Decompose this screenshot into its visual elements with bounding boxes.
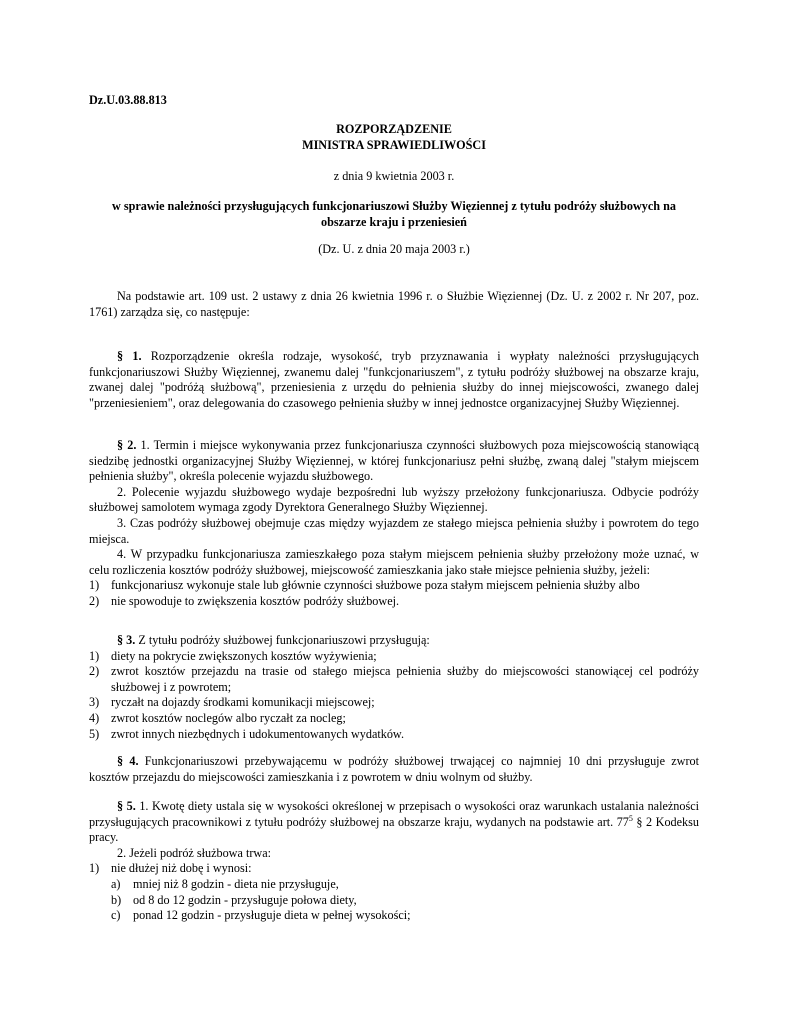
list-item bbox=[89, 727, 699, 743]
list-item-text: nie spowoduje to zwiększenia kosztów podróży służbowej. bbox=[111, 593, 400, 608]
subject-line-2: obszarze kraju i przeniesień bbox=[321, 214, 467, 229]
section-5-para-2: 2. Jeżeli podróż służbowa trwa: bbox=[117, 845, 271, 860]
list-item bbox=[89, 594, 699, 610]
subject-line-1: w sprawie należności przysługujących funkcjonariuszowi Służby Więziennej z tytułu podróży służbowych na bbox=[112, 199, 676, 213]
list-item bbox=[89, 664, 699, 695]
list-item-number: 5) bbox=[89, 726, 100, 741]
subject bbox=[89, 199, 699, 230]
list-item-number: 4) bbox=[89, 710, 100, 725]
sub-list-item-letter: b) bbox=[111, 892, 122, 907]
sub-list-item-text: ponad 12 godzin - przysługuje dieta w pełnej wysokości; bbox=[133, 908, 411, 923]
section-5-mark: § 5. bbox=[117, 799, 136, 813]
section-2-para-4: 4. W przypadku funkcjonariusza zamieszkałego poza stałym miejscem pełnienia służby przełożony może uznać, w celu rozliczenia kosztów podróży służbowej, miejscowość zamieszkania jako stałe miejsce pełnienia służby, jeżeli: bbox=[89, 547, 699, 577]
sub-list-item-letter: a) bbox=[111, 876, 121, 891]
list-item bbox=[89, 578, 699, 594]
title-line-2: MINISTRA SPRAWIEDLIWOŚCI bbox=[302, 138, 486, 152]
list-item bbox=[89, 711, 699, 727]
list-item-number: 1) bbox=[89, 578, 100, 593]
article-superscript: 5 bbox=[628, 813, 633, 823]
list-item bbox=[89, 861, 699, 877]
list-item bbox=[89, 649, 699, 665]
list-item-text: nie dłużej niż dobę i wynosi: bbox=[111, 861, 252, 876]
section-4-text: Funkcjonariuszowi przebywającemu w podróży służbowej trwającej co najmniej 10 dni przysługuje zwrot kosztów przejazdu do miejscowości zamieszkania i z powrotem w dniu wolnym od służby. bbox=[89, 754, 699, 784]
sub-list-item-text: od 8 do 12 godzin - przysługuje połowa diety, bbox=[133, 892, 357, 907]
section-5-para-1: 1. Kwotę diety ustala się w wysokości określonej w przepisach o wysokości oraz warunkach ustalania należności przysługujących pracownikowi z tytułu podróży służbowej na obszarze kraju, wydanych na podstawie art. 77 bbox=[89, 799, 700, 829]
section-4-mark: § 4. bbox=[117, 754, 139, 768]
list-item-number: 2) bbox=[89, 593, 100, 608]
section-2-mark: § 2. bbox=[117, 438, 137, 452]
list-item-text: zwrot innych niezbędnych i udokumentowanych wydatków. bbox=[111, 726, 404, 741]
section-1 bbox=[89, 349, 699, 411]
section-3 bbox=[89, 633, 699, 742]
section-2-para-2: 2. Polecenie wyjazdu służbowego wydaje bezpośredni lub wyższy przełożony funkcjonariusza. Odbycie podróży służbowej samolotem wymaga zgody Dyrektora Generalnego Służby Więziennej. bbox=[89, 484, 699, 515]
preamble-text: Na podstawie art. 109 ust. 2 ustawy z dnia 26 kwietnia 1996 r. o Służbie Więziennej (Dz. U. z 2002 r. Nr 207, poz. 1761) zarządza się, co następuje: bbox=[89, 289, 699, 319]
list-item-text: diety na pokrycie zwiększonych kosztów wyżywienia; bbox=[111, 648, 377, 663]
list-item-number: 3) bbox=[89, 695, 100, 710]
section-5-para-1-tail: § 2 Kodeksu pracy. bbox=[89, 814, 699, 845]
issue-date: z dnia 9 kwietnia 2003 r. bbox=[333, 169, 455, 183]
sub-list-item-text: mniej niż 8 godzin - dieta nie przysługuje, bbox=[133, 876, 339, 891]
section-1-text: Rozporządzenie określa rodzaje, wysokość, tryb przyznawania i wypłaty należności przysługujących funkcjonariuszowi Służby Więziennej, zwanemu dalej "funkcjonariuszem", z tytułu podróży służbowej na obszarze kraju, zwanej dalej "podróżą służbową", przeniesienia z urzędu do pełnienia służby do innej miejscowości, zwanego dalej "przeniesieniem", oraz delegowania do czasowego pełnienia służby w innej jednostce organizacyjnej Służby Więziennej. bbox=[89, 349, 699, 410]
list-item-text: funkcjonariusz wykonuje stale lub głównie czynności służbowe poza stałym miejscem pełnienia służby albo bbox=[111, 578, 640, 593]
document-reference: Dz.U.03.88.813 bbox=[89, 93, 167, 107]
list-item bbox=[89, 695, 699, 711]
sub-list-item bbox=[89, 908, 699, 924]
sub-list-item-letter: c) bbox=[111, 908, 121, 923]
section-3-text: Z tytułu podróży służbowej funkcjonariuszowi przysługują: bbox=[135, 633, 430, 647]
list-item-number: 1) bbox=[89, 648, 100, 663]
section-2-para-3: 3. Czas podróży służbowej obejmuje czas między wyjazdem ze stałego miejsca pełnienia służby i powrotem do tego miejsca. bbox=[89, 515, 699, 546]
list-item-number: 2) bbox=[89, 664, 100, 679]
list-item-text: ryczałt na dojazdy środkami komunikacji miejscowej; bbox=[111, 695, 375, 710]
sub-list-item bbox=[89, 877, 699, 893]
list-item-text: zwrot kosztów przejazdu na trasie od stałego miejsca pełnienia służby do miejscowości stanowiącej cel podróży służbowej i z powrotem; bbox=[111, 664, 699, 694]
list-item-text: zwrot kosztów noclegów albo ryczałt za nocleg; bbox=[111, 710, 346, 725]
journal-reference: (Dz. U. z dnia 20 maja 2003 r.) bbox=[318, 242, 470, 256]
list-item-number: 1) bbox=[89, 861, 100, 876]
section-1-mark: § 1. bbox=[117, 349, 142, 363]
section-2 bbox=[89, 438, 699, 610]
title-line-1: ROZPORZĄDZENIE bbox=[336, 122, 452, 136]
sub-list-item bbox=[89, 893, 699, 909]
section-3-mark: § 3. bbox=[117, 633, 136, 647]
section-4 bbox=[89, 754, 699, 785]
section-5 bbox=[89, 799, 699, 924]
preamble bbox=[89, 289, 699, 320]
section-2-para-1: 1. Termin i miejsce wykonywania przez funkcjonariusza czynności służbowych poza miejscowością stanowiącą siedzibę jednostki organizacyjnej Służby Więziennej, w której funkcjonariusz pełni służbę, zwaną dalej "stałym miejscem pełnienia służby", określa polecenie wyjazdu służbowego. bbox=[89, 438, 699, 484]
